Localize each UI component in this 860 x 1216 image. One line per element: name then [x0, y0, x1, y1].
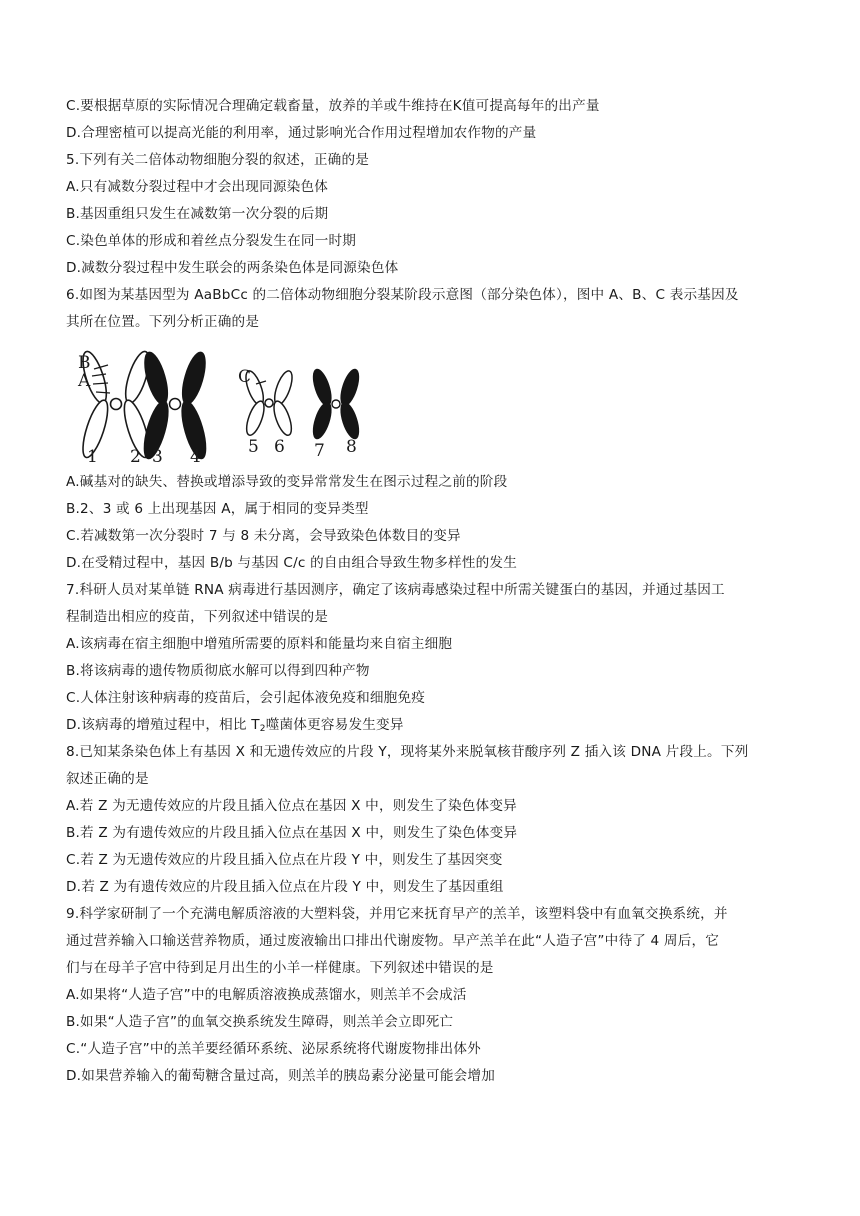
question-7-stem-line2: 程制造出相应的疫苗，下列叙述中错误的是: [66, 609, 329, 625]
chromosome-number-6: 6: [274, 437, 285, 457]
gene-label-c: C: [238, 367, 252, 387]
question-5-stem: 5.下列有关二倍体动物细胞分裂的叙述，正确的是: [66, 152, 370, 168]
option-9a: A.如果将“人造子宫”中的电解质溶液换成蒸馏水，则羔羊不会成活: [66, 987, 467, 1003]
chromosome-number-4: 4: [190, 447, 201, 464]
option-5a: A.只有减数分裂过程中才会出现同源染色体: [66, 179, 329, 195]
chromosome-7-8: [310, 367, 363, 441]
chromosome-number-3: 3: [152, 447, 163, 464]
chromosome-number-2: 2: [130, 447, 141, 464]
question-6-stem-line2: 其所在位置。下列分析正确的是: [66, 314, 260, 330]
chromosome-figure: [72, 346, 372, 464]
question-8-stem-line2: 叙述正确的是: [66, 771, 149, 787]
option-8d: D.若 Z 为有遗传效应的片段且插入位点在片段 Y 中，则发生了基因重组: [66, 879, 504, 895]
chromosome-3-4: [139, 350, 211, 461]
option-8c: C.若 Z 为无遗传效应的片段且插入位点在片段 Y 中，则发生了基因突变: [66, 852, 503, 868]
option-7d-text-after: 噬菌体更容易发生变异: [265, 717, 404, 733]
option-7b: B.将该病毒的遗传物质彻底水解可以得到四种产物: [66, 663, 370, 679]
option-9b: B.如果“人造子宫”的血氧交换系统发生障碍，则羔羊会立即死亡: [66, 1014, 454, 1030]
option-6a: A.碱基对的缺失、替换或增添导致的变异常常发生在图示过程之前的阶段: [66, 474, 508, 490]
question-9-stem-line3: 们与在母羊子宫中待到足月出生的小羊一样健康。下列叙述中错误的是: [66, 960, 494, 976]
option-7d-subscript: 2: [259, 724, 266, 734]
option-7d-text-before: D.该病毒的增殖过程中，相比 T: [66, 717, 260, 733]
option-5c: C.染色单体的形成和着丝点分裂发生在同一时期: [66, 233, 357, 249]
option-9c: C.“人造子宫”中的羔羊要经循环系统、泌尿系统将代谢废物排出体外: [66, 1041, 481, 1057]
option-4c: C.要根据草原的实际情况合理确定载畜量，放养的羊或牛维持在K值可提高每年的出产量: [66, 98, 600, 114]
option-8a: A.若 Z 为无遗传效应的片段且插入位点在基因 X 中，则发生了染色体变异: [66, 798, 517, 814]
option-7a: A.该病毒在宿主细胞中增殖所需要的原料和能量均来自宿主细胞: [66, 636, 453, 652]
option-4d: D.合理密植可以提高光能的利用率，通过影响光合作用过程增加农作物的产量: [66, 125, 537, 141]
chromosome-number-5: 5: [248, 437, 259, 457]
question-8-stem-line1: 8.已知某条染色体上有基因 X 和无遗传效应的片段 Y，现将某外来脱氧核苷酸序列 Z 插入该 DNA 片段上。下列: [66, 744, 749, 760]
option-6d: D.在受精过程中，基因 B/b 与基因 C/c 的自由组合导致生物多样性的发生: [66, 555, 517, 571]
chromosome-number-7: 7: [314, 441, 325, 461]
question-9-stem-line1: 9.科学家研制了一个充满电解质溶液的大塑料袋，并用它来抚育早产的羔羊，该塑料袋中有血氧交换系统，并: [66, 906, 728, 922]
gene-label-b: B: [78, 353, 91, 373]
question-6-stem-line1: 6.如图为某基因型为 AaBbCc 的二倍体动物细胞分裂某阶段示意图（部分染色体），图中 A、B、C 表示基因及: [66, 287, 739, 303]
option-6b: B.2、3 或 6 上出现基因 A，属于相同的变异类型: [66, 501, 369, 517]
gene-label-a: A: [78, 371, 91, 391]
chromosome-number-8: 8: [346, 437, 357, 457]
question-9-stem-line2: 通过营养输入口输送营养物质，通过废液输出口排出代谢废物。早产羔羊在此“人造子宫”中待了 4 周后，它: [66, 933, 720, 949]
question-7-stem-line1: 7.科研人员对某单链 RNA 病毒进行基因测序，确定了该病毒感染过程中所需关键蛋白的基因，并通过基因工: [66, 582, 725, 598]
option-8b: B.若 Z 为有遗传效应的片段且插入位点在基因 X 中，则发生了染色体变异: [66, 825, 518, 841]
option-7d: [66, 716, 796, 734]
option-5b: B.基因重组只发生在减数第一次分裂的后期: [66, 206, 329, 222]
chromosome-number-1: 1: [87, 447, 98, 464]
option-7c: C.人体注射该种病毒的疫苗后，会引起体液免疫和细胞免疫: [66, 690, 426, 706]
option-5d: D.减数分裂过程中发生联会的两条染色体是同源染色体: [66, 260, 399, 276]
option-9d: D.如果营养输入的葡萄糖含量过高，则羔羊的胰岛素分泌量可能会增加: [66, 1068, 495, 1084]
option-6c: C.若减数第一次分裂时 7 与 8 未分离，会导致染色体数目的变异: [66, 528, 461, 544]
